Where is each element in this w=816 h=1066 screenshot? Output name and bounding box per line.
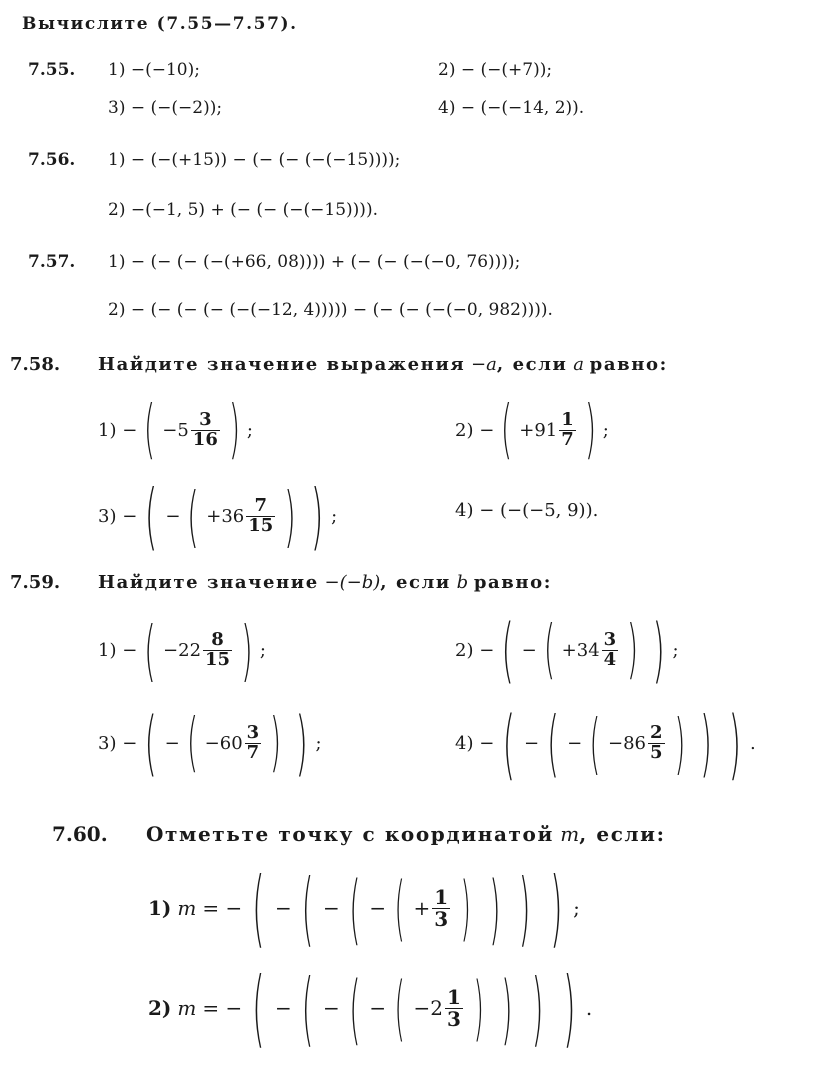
paren-close: ) <box>531 961 544 1055</box>
numerator: 1 <box>561 408 574 430</box>
numerator: 3 <box>603 628 617 650</box>
problem-7-59-item-3 <box>98 702 322 784</box>
terminator: . <box>585 996 593 1020</box>
problem-7-60-item-2 <box>148 959 593 1057</box>
item-label: 3) − <box>98 732 138 754</box>
sign: − <box>369 896 387 920</box>
sign: − <box>323 996 340 1020</box>
paren-close: ) <box>501 963 513 1053</box>
paren-open: ( <box>144 702 158 784</box>
item-label: 2) − <box>455 639 495 661</box>
variable: m <box>177 896 197 920</box>
denominator: 15 <box>248 514 274 536</box>
sign: − <box>165 505 181 527</box>
problem-7-58-item-3 <box>98 474 338 558</box>
terminator: ; <box>573 896 580 920</box>
numerator: 8 <box>211 628 224 650</box>
problem-7-56-item-1: 1) − (−(+15)) − (− (− (−(−15)))); <box>108 150 401 170</box>
whole-part: 91 <box>534 419 558 441</box>
sign: − <box>164 732 180 754</box>
item-text: 2) − (− (− (− (−(−12, 4))))) − (− (− (−(−0, 982)))). <box>108 300 553 320</box>
denominator: 7 <box>246 741 260 763</box>
paren-open: ( <box>187 477 200 555</box>
whole-part: 34 <box>576 639 600 661</box>
sign: + <box>413 896 431 920</box>
fraction <box>245 721 262 763</box>
numerator: 1 <box>447 984 461 1009</box>
paren-open: ( <box>252 959 265 1057</box>
whole-part: 86 <box>623 732 646 754</box>
problem-7-58-statement <box>10 354 668 375</box>
fraction <box>432 884 450 931</box>
numerator: 3 <box>199 408 212 430</box>
paren-close: ) <box>460 867 472 949</box>
statement-text: равно: <box>589 354 668 375</box>
paren-open: ( <box>502 698 516 788</box>
item-label: 1) − <box>98 419 138 441</box>
problem-7-55-item-3 <box>108 98 222 118</box>
problem-number: 7.55. <box>28 60 76 80</box>
numerator: 7 <box>254 494 268 516</box>
paren-open: ( <box>348 863 361 953</box>
item-label: 2) − <box>455 419 495 441</box>
paren-open: ( <box>144 611 156 689</box>
numerator: 2 <box>649 721 663 743</box>
fraction <box>203 628 232 670</box>
paren-close: ) <box>584 393 596 467</box>
sign: + <box>561 639 577 661</box>
sign: − <box>204 732 220 754</box>
whole-part: 36 <box>221 505 245 527</box>
equals-sign: = − <box>202 996 243 1020</box>
problem-7-58-item-1 <box>98 393 253 467</box>
terminator: ; <box>315 732 322 754</box>
paren-open: ( <box>543 613 555 687</box>
paren-open: ( <box>301 861 314 955</box>
problem-7-59-item-2 <box>455 609 679 691</box>
variable: b <box>456 572 469 593</box>
statement-text: , если: <box>579 822 666 846</box>
paren-close: ) <box>270 706 282 780</box>
fraction <box>191 408 220 450</box>
variable: m <box>177 996 197 1020</box>
sign: − <box>413 996 431 1020</box>
paren-open: ( <box>394 967 406 1049</box>
terminator: . <box>750 732 756 754</box>
sign: − <box>521 639 537 661</box>
problem-7-57-item-1: 1) − (− (− (−(+66, 08)))) + (− (− (−(−0, 76)))); <box>108 252 521 272</box>
paren-close: ) <box>550 859 563 957</box>
problem-number: 7.56. <box>28 150 76 170</box>
statement-text: , если <box>496 354 568 375</box>
paren-close: ) <box>700 701 713 785</box>
denominator: 5 <box>649 741 663 763</box>
problem-7-58-item-2 <box>455 393 609 467</box>
paren-open: ( <box>501 393 513 467</box>
expression: −a <box>471 354 497 375</box>
problem-number: 7.58. <box>10 354 61 375</box>
paren-close: ) <box>295 702 308 784</box>
item-label: 2) <box>148 996 172 1020</box>
paren-close: ) <box>673 704 685 782</box>
fraction <box>648 721 665 763</box>
paren-close: ) <box>284 477 296 555</box>
numerator: 1 <box>434 884 449 909</box>
problem-7-59-item-4 <box>455 698 756 788</box>
item-text: 2) −(−1, 5) + (− (− (−(−15)))). <box>108 200 378 220</box>
sign: − <box>275 996 292 1020</box>
paren-open: ( <box>589 704 601 782</box>
denominator: 3 <box>434 906 449 931</box>
problem-7-58-item-4 <box>455 500 598 521</box>
terminator: ; <box>246 419 253 441</box>
fraction <box>559 408 576 450</box>
problem-7-57-item-2 <box>108 300 553 320</box>
problem-7-55-item-1: 1) −(−10); <box>108 60 200 80</box>
sign: − <box>323 896 340 920</box>
item-text: 2) − (−(+7)); <box>438 60 553 80</box>
paren-close: ) <box>228 393 240 467</box>
paren-close: ) <box>518 861 531 955</box>
section-header-text: Вычислите (7.55—7.57). <box>22 14 298 34</box>
whole-part: 2 <box>430 996 443 1020</box>
paren-close: ) <box>488 863 500 953</box>
sign: − <box>369 996 387 1020</box>
fraction <box>445 984 463 1031</box>
sign: − <box>275 896 292 920</box>
statement-text: Найдите значение выражения <box>98 354 466 375</box>
sign: − <box>607 732 624 754</box>
terminator: ; <box>602 419 609 441</box>
fraction <box>602 628 619 670</box>
whole-part: 5 <box>177 419 189 441</box>
problem-7-59-item-1 <box>98 611 266 689</box>
item-label: 1) <box>148 896 172 920</box>
problem-7-56-item-2 <box>108 200 378 220</box>
problem-7-55-item-2 <box>438 60 552 80</box>
problem-number: 7.57. <box>28 252 76 272</box>
paren-open: ( <box>145 474 158 558</box>
variable: m <box>560 822 580 846</box>
expression: −(−b) <box>324 572 381 593</box>
item-label: 4) − <box>455 732 495 754</box>
item-label: 1) − <box>98 639 138 661</box>
statement-text: Найдите значение <box>98 572 319 593</box>
sign: − <box>567 732 583 754</box>
terminator: ; <box>259 639 266 661</box>
paren-close: ) <box>563 959 576 1057</box>
item-label: 3) − <box>98 505 138 527</box>
paren-open: ( <box>186 706 198 780</box>
whole-part: 60 <box>219 732 243 754</box>
paren-open: ( <box>252 859 265 957</box>
item-text: 3) − (−(−2)); <box>108 98 223 118</box>
problem-7-57-row1 <box>28 252 520 272</box>
paren-close: ) <box>473 967 484 1049</box>
problem-7-60-statement <box>52 822 666 846</box>
sign: − <box>162 419 178 441</box>
item-text: 4) − (−(−5, 9)). <box>455 500 599 521</box>
paren-open: ( <box>547 701 559 785</box>
section-header <box>22 14 298 34</box>
paren-open: ( <box>348 963 361 1053</box>
problem-7-60-item-1 <box>148 859 580 957</box>
variable: a <box>573 354 584 375</box>
denominator: 3 <box>447 1006 461 1031</box>
sign: − <box>523 732 540 754</box>
paren-close: ) <box>728 698 742 788</box>
paren-open: ( <box>301 961 314 1055</box>
problem-7-55-row1 <box>28 60 200 80</box>
sign: + <box>519 419 535 441</box>
paren-close: ) <box>627 613 639 687</box>
paren-open: ( <box>501 609 515 691</box>
terminator: ; <box>331 505 338 527</box>
paren-close: ) <box>241 611 253 689</box>
denominator: 15 <box>205 648 231 670</box>
problem-7-59-statement <box>10 572 552 593</box>
problem-number: 7.59. <box>10 572 61 593</box>
statement-text: , если <box>380 572 451 593</box>
whole-part: 22 <box>178 639 202 661</box>
paren-close: ) <box>310 474 324 558</box>
sign: + <box>206 505 222 527</box>
equals-sign: = − <box>202 896 243 920</box>
problem-7-55-item-4 <box>438 98 584 118</box>
item-text: 4) − (−(−14, 2)). <box>438 98 585 118</box>
paren-open: ( <box>144 393 156 467</box>
denominator: 16 <box>192 428 218 450</box>
statement-text: Отметьте точку с координатой <box>146 822 554 846</box>
problem-7-56-row1 <box>28 150 400 170</box>
paren-open: ( <box>394 867 406 949</box>
numerator: 3 <box>246 721 260 743</box>
sign: − <box>163 639 179 661</box>
problem-number: 7.60. <box>52 822 108 846</box>
denominator: 4 <box>603 648 617 670</box>
statement-text: равно: <box>473 572 553 593</box>
terminator: ; <box>672 639 679 661</box>
fraction <box>246 494 275 536</box>
denominator: 7 <box>561 428 574 450</box>
paren-close: ) <box>652 609 665 691</box>
